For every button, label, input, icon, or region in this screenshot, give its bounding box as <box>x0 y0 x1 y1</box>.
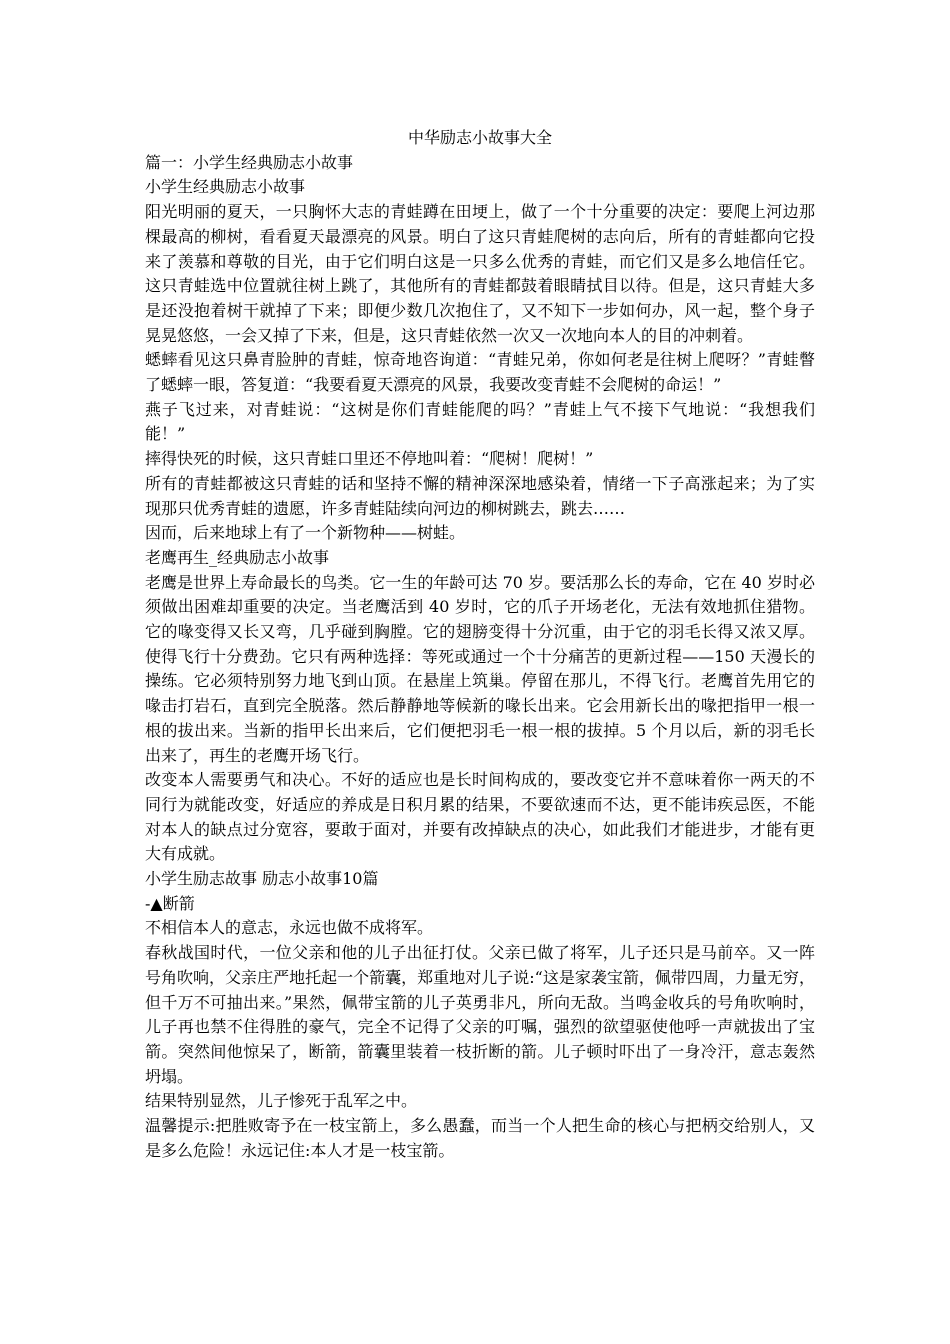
body-paragraph: 所有的青蛙都被这只青蛙的话和坚持不懈的精神深深地感染着，情绪一下子高涨起来；为了实现那只优秀青蛙的遗愿，许多青蛙陆续向河边的柳树跳去，跳去…… <box>145 473 815 518</box>
document-page <box>145 126 815 1164</box>
body-paragraph: 春秋战国时代，一位父亲和他的儿子出征打仗。父亲已做了将军，儿子还只是马前卒。又一阵号角吹响，父亲庄严地托起一个箭囊，郑重地对儿子说:“这是家袭宝箭，佩带四周，力量无穷，但千万不可抽出来。”果然，佩带宝箭的儿子英勇非凡，所向无敌。当鸣金收兵的号角吹响时，儿子再也禁不住得胜的豪气，完全不记得了父亲的叮嘱，强烈的欲望驱使他呼一声就拔出了宝箭。突然间他惊呆了，断箭，箭囊里装着一枝折断的箭。儿子顿时吓出了一身冷汗，意志轰然坍塌。 <box>145 943 815 1086</box>
story-title: 小学生励志故事 励志小故事10篇 <box>145 869 379 889</box>
story-title: 老鹰再生_经典励志小故事 <box>145 547 330 567</box>
body-paragraph: 阳光明丽的夏天，一只胸怀大志的青蛙蹲在田埂上，做了一个十分重要的决定：要爬上河边那棵最高的柳树，看看夏天最漂亮的风景。明白了这只青蛙爬树的志向后，所有的青蛙都向它投来了羡慕和尊敬的目光，由于它们明白这是一只多么优秀的青蛙，而它们又是多么地信任它。这只青蛙选中位置就往树上跳了，其他所有的青蛙都鼓着眼睛拭目以待。但是，这只青蛙大多是还没抱着树干就掉了下来；即便少数几次抱住了，又不知下一步如何办，风一起，整个身子晃晃悠悠，一会又掉了下来，但是，这只青蛙依然一次又一次地向本人的目的冲刺着。 <box>145 202 815 345</box>
story-title: 小学生经典励志小故事 <box>145 177 306 197</box>
body-paragraph: 摔得快死的时候，这只青蛙口里还不停地叫着：“爬树！爬树！” <box>145 449 594 469</box>
body-paragraph: 结果特别显然，儿子惨死于乱军之中。 <box>145 1091 418 1111</box>
body-paragraph: 因而，后来地球上有了一个新物种——树蛙。 <box>145 523 466 543</box>
body-paragraph: 老鹰是世界上寿命最长的鸟类。它一生的年龄可达 70 岁。要活那么长的寿命，它在 40 岁时必须做出困难却重要的决定。当老鹰活到 40 岁时，它的爪子开场老化，无法有效地抓住猎物。它的喙变得又长又弯，几乎碰到胸膛。它的翅膀变得十分沉重，由于它的羽毛长得又浓又厚。使得飞行十分费劲。它只有两种选择：等死或通过一个十分痛苦的更新过程——150 天漫长的操练。它必须特别努力地飞到山顶。在悬崖上筑巢。停留在那儿，不得飞行。老鹰首先用它的喙击打岩石，直到完全脱落。然后静静地等候新的喙长出来。它会用新长出的喙把指甲一根一根的拔出来。当新的指甲长出来后，它们便把羽毛一根一根的拔掉。5 个月以后，新的羽毛长出来了，再生的老鹰开场飞行。 <box>145 572 815 765</box>
body-paragraph: 燕子飞过来，对青蛙说：“这树是你们青蛙能爬的吗？”青蛙上气不接下气地说：“我想我们能！” <box>145 399 815 444</box>
document-title: 中华励志小故事大全 <box>407 128 552 147</box>
body-paragraph: 改变本人需要勇气和决心。不好的适应也是长时间构成的，要改变它并不意味着你一两天的不同行为就能改变，好适应的养成是日积月累的结果，不要欲速而不达，更不能讳疾忌医，不能对本人的缺点过分宽容，要敢于面对，并要有改掉缺点的决心，如此我们才能进步，才能有更大有成就。 <box>145 770 815 864</box>
story-subtitle: -▲断箭 <box>145 893 195 913</box>
section-heading: 篇一：小学生经典励志小故事 <box>145 152 354 172</box>
body-paragraph: 蟋蟀看见这只鼻青脸肿的青蛙，惊奇地咨询道：“青蛙兄弟，你如何老是往树上爬呀？”青蛙瞥了蟋蟀一眼，答复道：“我要看夏天漂亮的风景，我要改变青蛙不会爬树的命运！” <box>145 350 815 395</box>
body-paragraph: 温馨提示:把胜败寄予在一枝宝箭上，多么愚蠢，而当一个人把生命的核心与把柄交给别人，又是多么危险！永远记住:本人才是一枝宝箭。 <box>145 1116 815 1160</box>
body-paragraph: 不相信本人的意志，永远也做不成将军。 <box>145 918 434 938</box>
